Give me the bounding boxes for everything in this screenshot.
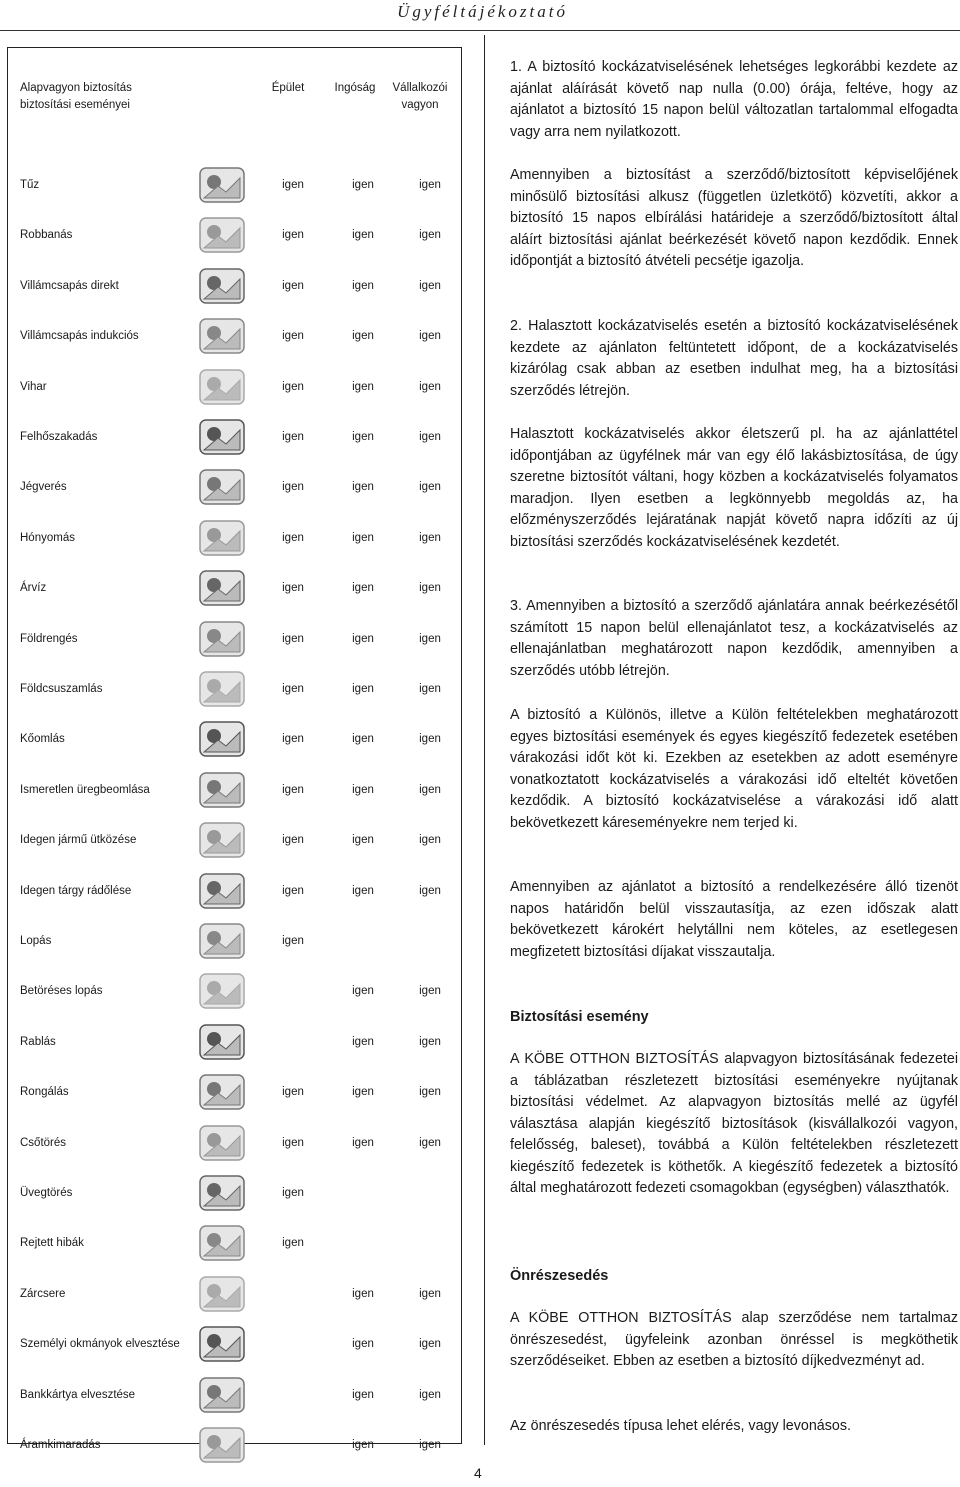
contents-cover: igen [352, 1287, 374, 1300]
event-label: Lopás [20, 935, 52, 947]
header-rule [0, 30, 960, 31]
lock-change-icon [194, 1273, 250, 1315]
bank-card-icon [194, 1374, 250, 1416]
paragraph-coverage: A KÖBE OTTHON BIZTOSÍTÁS alapvagyon biztosításának fedezetei a táblázatban részletezett biztosítási eseményekre nyújtanak biztosítási védelmet. Az alapvagyon biztosítás mellé az ügyfél választása alapján kiegészítő biztosítások (kisvállalkozói vagyon, felelősség, baleset), továbbá a Külön feltételekben részletezett kiegészítő fedezetek is köthetők. A kiegészítő fedezetek a biztosító által meghatározott fedezeti csomagokban (egységben) választhatók. [510, 1051, 958, 1196]
contents-cover: igen [352, 229, 374, 242]
cloudburst-icon [194, 416, 250, 458]
vandalism-icon [194, 1071, 250, 1113]
business-cover: igen [419, 229, 441, 242]
table-row [8, 1118, 463, 1168]
contents-cover: igen [352, 279, 374, 292]
hidden-defect-icon [194, 1222, 250, 1264]
earthquake-icon [194, 618, 250, 660]
building-cover: igen [282, 632, 304, 645]
vehicle-collision-icon [194, 819, 250, 861]
table-row [8, 916, 463, 966]
business-cover: igen [419, 582, 441, 595]
building-cover: igen [282, 179, 304, 191]
building-cover: igen [282, 834, 304, 847]
business-cover: igen [419, 330, 441, 343]
table-row [8, 714, 463, 764]
event-label: Rejtett hibák [20, 1237, 84, 1250]
event-label: Jégverés [20, 481, 67, 494]
contents-cover: igen [352, 582, 374, 595]
falling-object-icon [194, 870, 250, 912]
business-cover: igen [419, 1035, 441, 1048]
robbery-icon [194, 1021, 250, 1063]
business-cover: igen [419, 431, 441, 443]
building-cover: igen [282, 330, 304, 343]
business-cover: igen [419, 632, 441, 645]
building-cover: igen [282, 380, 304, 393]
event-label: Rongálás [20, 1086, 69, 1099]
column-divider [484, 35, 485, 1445]
building-cover: igen [282, 582, 304, 595]
building-cover: igen [282, 1237, 304, 1250]
contents-cover: igen [352, 1086, 374, 1099]
business-cover: igen [419, 1439, 441, 1451]
contents-cover: igen [352, 431, 374, 443]
header-building: Épület [271, 82, 305, 94]
event-label: Ismeretlen üregbeomlása [20, 783, 150, 796]
event-label: Személyi okmányok elvesztése [20, 1338, 180, 1351]
table-row [8, 563, 463, 613]
table-row [8, 1319, 463, 1369]
event-label: Robbanás [20, 229, 73, 242]
event-label: Hónyomás [20, 531, 75, 544]
building-cover: igen [282, 431, 304, 443]
pipe-burst-icon [194, 1122, 250, 1164]
contents-cover: igen [352, 531, 374, 544]
table-row [8, 614, 463, 664]
table-row [8, 362, 463, 412]
business-cover: igen [419, 834, 441, 847]
header-event-label: Alapvagyon biztosítás biztosítási eseményei [20, 82, 132, 111]
table-row [8, 815, 463, 865]
contents-cover: igen [352, 985, 374, 998]
page-header-title: Ügyféltájékoztató [397, 2, 568, 21]
event-label: Idegen tárgy rádőlése [20, 884, 132, 897]
coverage-table [7, 47, 462, 1451]
business-cover: igen [419, 683, 441, 695]
snow-load-icon [194, 517, 250, 559]
contents-cover: igen [352, 330, 374, 343]
paragraph-deferred-example: Halasztott kockázatviselés akkor életszerű pl. ha az ajánlattétel időpontjában az ügyfélnek már van egy élő lakásbiztosítása, de úgy szeretne biztosítót váltani, hogy közben a kockázatviselés folyamatos maradjon. Ilyen esetben a legkönnyebb megoldás az, ha előzményszerződés lejáratának napját követő napra időzíti az új biztosítási szerződés kockázatviselésének kezdetét. [510, 426, 958, 550]
contents-cover: igen [352, 632, 374, 645]
table-row [8, 462, 463, 512]
building-cover: igen [282, 683, 304, 695]
event-label: Rablás [20, 1035, 56, 1048]
business-cover: igen [419, 1338, 441, 1351]
page-number: 4 [474, 1465, 482, 1481]
contents-cover: igen [352, 834, 374, 847]
business-cover: igen [419, 884, 441, 897]
building-cover: igen [282, 783, 304, 796]
event-label: Üvegtörés [20, 1187, 73, 1199]
building-cover: igen [282, 1086, 304, 1099]
contents-cover: igen [352, 1035, 374, 1048]
event-label: Bankkártya elvesztése [20, 1388, 136, 1401]
contents-cover: igen [352, 380, 374, 393]
contents-cover: igen [352, 179, 374, 191]
heading-deductible: Önrészesedés [510, 1268, 609, 1284]
lightning-icon [194, 265, 250, 307]
business-cover: igen [419, 481, 441, 494]
paragraph-rejection: Amennyiben az ajánlatot a biztosító a rendelkezésére álló tizenöt napos határidőn belül visszautasítja, az ezen időszak alatt bekövetkezett károkért helytállni nem köteles, az esetlegesen megfizetett biztosítási díjakat visszautalja. [510, 879, 958, 960]
business-cover: igen [419, 985, 441, 998]
hail-icon [194, 466, 250, 508]
heading-insured-event: Biztosítási esemény [510, 1009, 649, 1025]
flood-icon [194, 567, 250, 609]
table-row [8, 513, 463, 563]
building-cover: igen [282, 531, 304, 544]
id-documents-icon [194, 1323, 250, 1365]
event-label: Vihar [20, 380, 47, 393]
business-cover: igen [419, 531, 441, 544]
table-row [8, 311, 463, 361]
event-label: Csőtörés [20, 1136, 67, 1149]
paragraph-deferred: 2. Halasztott kockázatviselés esetén a biztosító kockázatviselésének kezdete az ajánlaton feltüntetett időpont, de a kockázatviselés kizárólag csak abban az esetben indulhat meg, ha a biztosítási szerződés létrejön. [510, 318, 958, 399]
contents-cover: igen [352, 683, 374, 695]
business-cover: igen [419, 1287, 441, 1300]
contents-cover: igen [352, 1439, 374, 1451]
explosion-icon [194, 214, 250, 256]
paragraph-deductible: A KÖBE OTTHON BIZTOSÍTÁS alap szerződése nem tartalmaz önrészesedést, ügyfeleink azonban önréssel is megköthetik szerződéseiket. Ebben az esetben a biztosító díjkedvezményt ad. [510, 1310, 958, 1369]
table-row [8, 866, 463, 916]
business-cover: igen [419, 179, 441, 191]
business-cover: igen [419, 1136, 441, 1149]
table-row [8, 160, 463, 210]
table-row [8, 765, 463, 815]
business-cover: igen [419, 1086, 441, 1099]
business-cover: igen [419, 1388, 441, 1401]
building-cover: igen [282, 884, 304, 897]
paragraph-risk-start: 1. A biztosító kockázatviselésének lehetséges legkorábbi kezdete az ajánlat aláírását követő nap nulla (0.00) órája, feltéve, hogy az ajánlatot a biztosító 15 napon belül változatlan tartalommal elfogadta vagy arra nem nyilatkozott. [510, 59, 958, 140]
burglary-icon [194, 970, 250, 1012]
table-row [8, 966, 463, 1016]
business-cover: igen [419, 733, 441, 746]
building-cover: igen [282, 229, 304, 242]
event-label: Földcsuszamlás [20, 683, 103, 695]
building-cover: igen [282, 1136, 304, 1149]
theft-icon [194, 920, 250, 962]
table-row [8, 664, 463, 714]
paragraph-counteroffer: 3. Amennyiben a biztosító a szerződő ajánlatára annak beérkezésétől számított 15 napon belül ellenajánlatot tesz, a kockázatviselés az ellenajánlatban meghatározott napon kezdődik, amennyiben a szerződés utóbb létrejön. [510, 598, 958, 679]
business-cover: igen [419, 279, 441, 292]
table-row [8, 1168, 463, 1218]
table-row [8, 1067, 463, 1117]
contents-cover: igen [352, 1136, 374, 1149]
table-row [8, 1370, 463, 1420]
table-row [8, 1420, 463, 1470]
event-label: Villámcsapás direkt [20, 279, 119, 292]
table-row [8, 1218, 463, 1268]
building-cover: igen [282, 1187, 304, 1199]
event-label: Tűz [20, 179, 40, 191]
event-label: Földrengés [20, 632, 78, 645]
table-row [8, 1269, 463, 1319]
event-label: Áramkimaradás [20, 1439, 101, 1451]
event-label: Betöréses lopás [20, 985, 103, 998]
induced-lightning-icon [194, 315, 250, 357]
event-label: Árvíz [20, 582, 47, 595]
contents-cover: igen [352, 884, 374, 897]
event-label: Villámcsapás indukciós [20, 330, 139, 343]
event-label: Kőomlás [20, 733, 65, 746]
contents-cover: igen [352, 1338, 374, 1351]
building-cover: igen [282, 935, 304, 947]
building-cover: igen [282, 733, 304, 746]
storm-icon [194, 366, 250, 408]
table-header [8, 80, 463, 120]
table-row [8, 210, 463, 260]
contents-cover: igen [352, 783, 374, 796]
power-outage-icon [194, 1424, 250, 1466]
event-label: Felhőszakadás [20, 431, 98, 443]
header-business-assets: Vállalkozói vagyon [392, 82, 448, 111]
contents-cover: igen [352, 733, 374, 746]
cave-in-icon [194, 769, 250, 811]
table-row [8, 1017, 463, 1067]
paragraph-waiting-period: A biztosító a Különös, illetve a Külön feltételekben meghatározott egyes biztosítási események és egyes kiegészítő fedezetek esetében várakozási időt köt ki. Ezekben az esetekben az adott eseményre vonatkoztatott kockázatviselés a várakozási idő elteltét követően kezdődik. A biztosító kockázatviselése a várakozási idő alatt bekövetkezett káreseményekre nem terjed ki. [510, 707, 958, 831]
building-cover: igen [282, 481, 304, 494]
rockfall-icon [194, 718, 250, 760]
header-contents: Ingóság [334, 82, 376, 94]
event-label: Zárcsere [20, 1287, 66, 1300]
event-label: Idegen jármű ütközése [20, 834, 137, 847]
landslide-icon [194, 668, 250, 710]
business-cover: igen [419, 783, 441, 796]
glass-break-icon [194, 1172, 250, 1214]
contents-cover: igen [352, 481, 374, 494]
contents-cover: igen [352, 1388, 374, 1401]
table-row [8, 261, 463, 311]
business-cover: igen [419, 380, 441, 393]
paragraph-deductible-type: Az önrészesedés típusa lehet elérés, vagy levonásos. [510, 1418, 851, 1434]
fire-icon [194, 164, 250, 206]
paragraph-broker: Amennyiben a biztosítást a szerződő/biztosított képviselőjének minősülő biztosítási alkusz (független üzletkötő) közvetíti, akkor a biztosító 15 napos elbírálási határideje a szerződő/biztosított által aláírt biztosítási ajánlat beérkezését követő napon kezdődik. Ennek időpontját a biztosító átvételi pecsétje igazolja. [510, 167, 958, 269]
building-cover: igen [282, 279, 304, 292]
table-row [8, 412, 463, 462]
